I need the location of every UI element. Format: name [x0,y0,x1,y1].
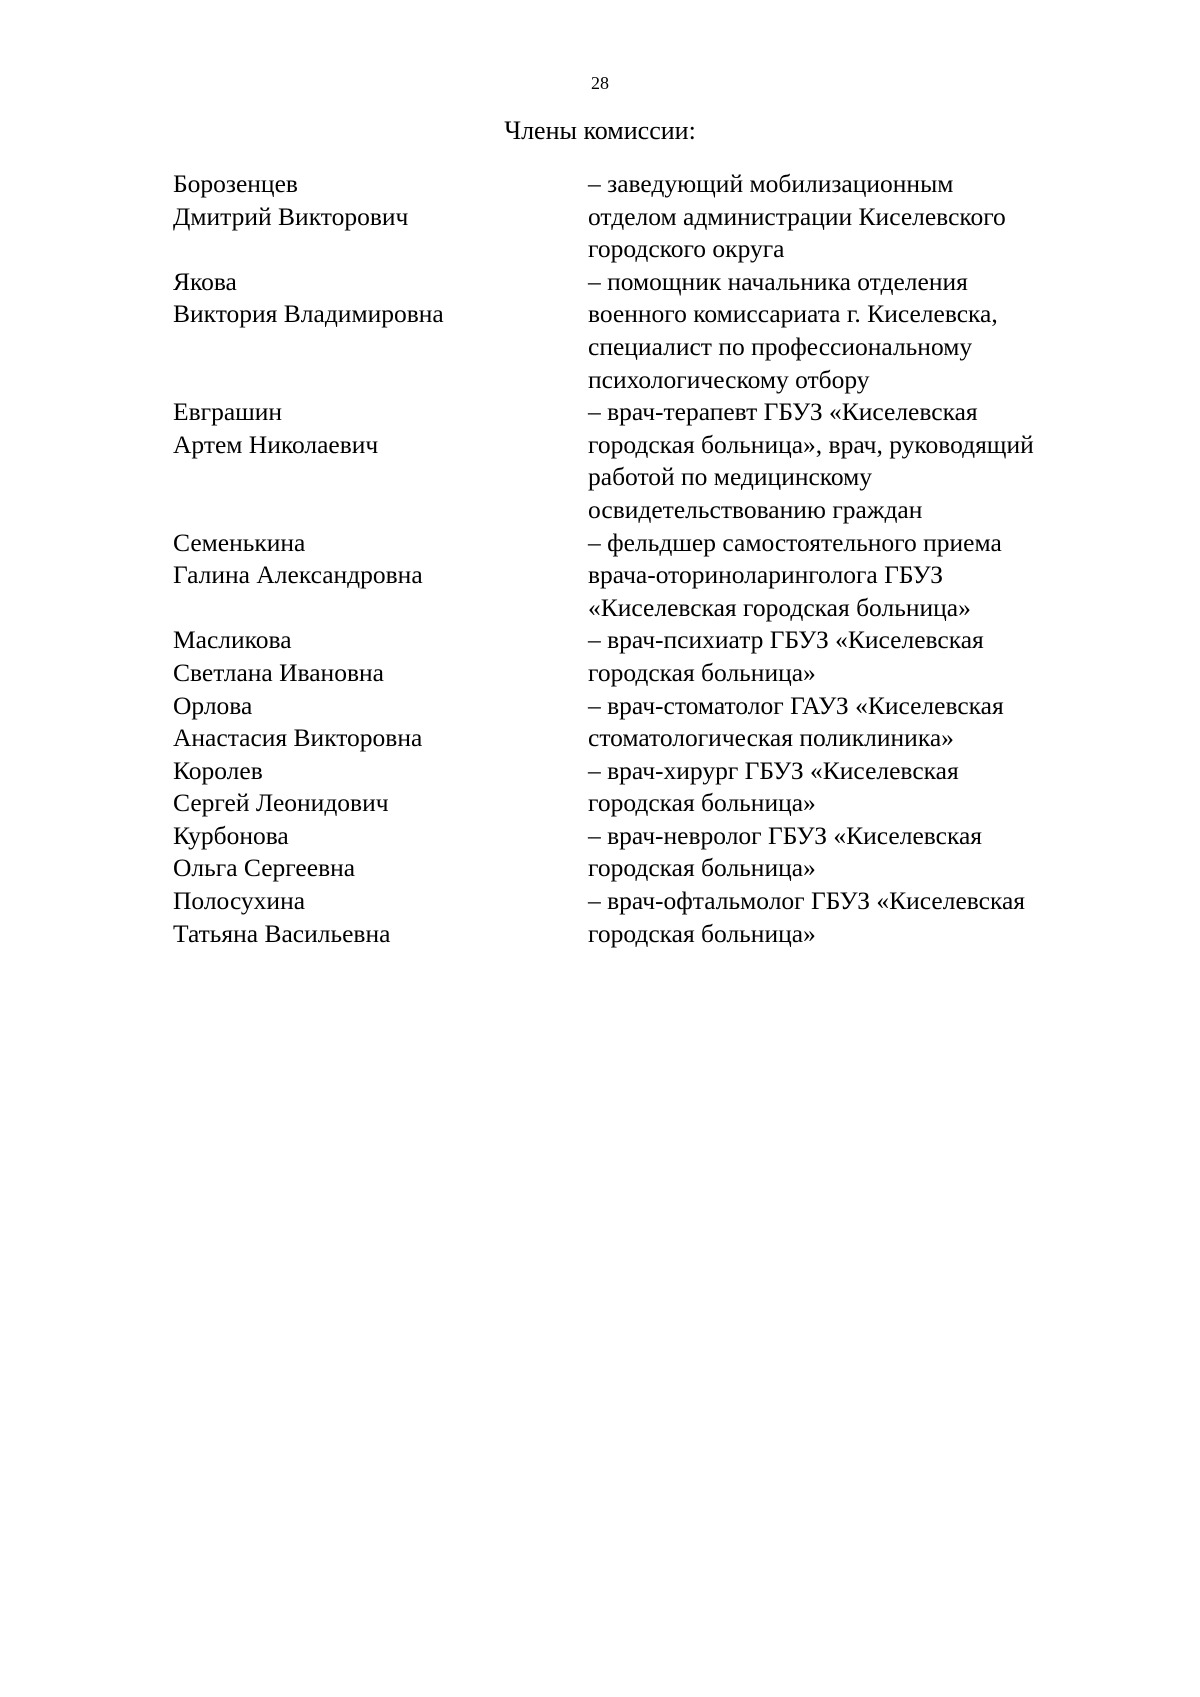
member-surname: Якова [173,266,237,296]
role-line: освидетельствованию граждан [588,494,923,524]
role-line: – врач-стоматолог ГАУЗ «Киселевская [588,690,1004,720]
member-role [588,168,1123,266]
section-heading: Члены комиссии: [504,116,696,145]
member-entry [173,168,1123,266]
member-entry [173,624,1123,689]
member-entry [173,690,1123,755]
member-entry [173,396,1123,526]
role-line: – врач-хирург ГБУЗ «Киселевская [588,755,959,785]
role-line: стоматологическая поликлиника» [588,723,954,753]
member-role [588,755,1123,820]
member-role [588,396,1123,526]
role-line: военного комиссариата г. Киселевска, [588,299,998,329]
member-surname: Королев [173,755,263,785]
member-given-names: Артем Николаевич [173,429,379,459]
member-name [173,690,588,755]
role-line: врача-оториноларинголога ГБУЗ [588,560,944,590]
member-role [588,820,1123,885]
member-name [173,168,588,233]
member-given-names: Ольга Сергеевна [173,853,356,883]
member-given-names: Сергей Леонидович [173,788,389,818]
member-given-names: Светлана Ивановна [173,657,384,687]
member-given-names: Татьяна Васильевна [173,918,391,948]
role-line: городская больница» [588,918,816,948]
member-name [173,396,588,461]
member-name [173,820,588,885]
role-line: работой по медицинскому [588,462,873,492]
member-entry [173,527,1123,625]
role-line: городского округа [588,234,785,264]
member-surname: Семенькина [173,527,306,557]
member-given-names: Виктория Владимировна [173,299,444,329]
member-name [173,266,588,331]
member-given-names: Галина Александровна [173,560,423,590]
role-line: – врач-невролог ГБУЗ «Киселевская [588,820,983,850]
role-line: психологическому отбору [588,364,870,394]
role-line: – врач-офтальмолог ГБУЗ «Киселевская [588,886,1026,916]
role-line: городская больница», врач, руководящий [588,429,1034,459]
role-line: отделом администрации Киселевского [588,201,1006,231]
page-number: 28 [591,73,609,93]
role-line: – фельдшер самостоятельного приема [588,527,1002,557]
member-role [588,690,1123,755]
member-name [173,755,588,820]
member-role [588,266,1123,396]
role-line: специалист по профессиональному [588,331,973,361]
member-surname: Масликова [173,625,292,655]
member-entry [173,885,1123,950]
member-surname: Полосухина [173,886,306,916]
member-role [588,527,1123,625]
member-name [173,527,588,592]
member-given-names: Анастасия Викторовна [173,723,423,753]
role-line: – заведующий мобилизационным [588,169,954,198]
member-given-names: Дмитрий Викторович [173,201,409,231]
member-surname: Орлова [173,690,253,720]
members-list [173,168,1123,950]
member-name [173,624,588,689]
role-line: – врач-психиатр ГБУЗ «Киселевская [588,625,984,655]
role-line: – помощник начальника отделения [588,266,968,296]
member-entry [173,820,1123,885]
member-surname: Борозенцев [173,169,298,198]
member-entry [173,266,1123,396]
member-surname: Курбонова [173,820,289,850]
member-surname: Евграшин [173,397,283,427]
role-line: городская больница» [588,657,816,687]
role-line: городская больница» [588,853,816,883]
member-name [173,885,588,950]
role-line: «Киселевская городская больница» [588,592,971,622]
role-line: – врач-терапевт ГБУЗ «Киселевская [588,397,978,427]
role-line: городская больница» [588,788,816,818]
member-role [588,624,1123,689]
member-entry [173,755,1123,820]
member-role [588,885,1123,950]
